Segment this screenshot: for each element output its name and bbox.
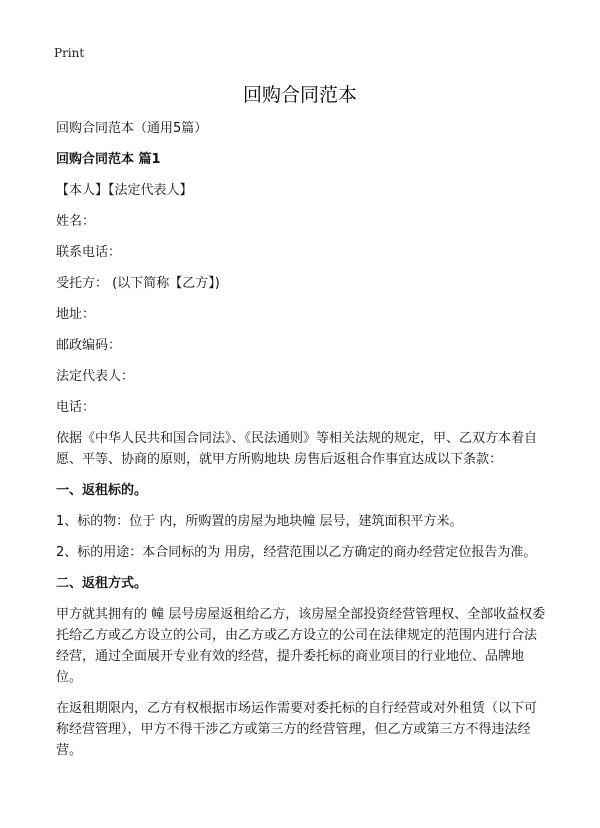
field-trustee: 受托方： (以下简称【乙方】) xyxy=(56,276,220,291)
party-line: 【本人】【法定代表人】 xyxy=(56,183,193,198)
field-phone: 联系电话： xyxy=(56,245,122,260)
print-link[interactable]: Print xyxy=(54,46,85,60)
document-body xyxy=(56,118,548,771)
document-subtitle: 回购合同范本（通用5篇） xyxy=(56,121,208,136)
article1-item: 2、标的用途：本合同标的为 用房，经营范围以乙方确定的商办经营定位报告为准。 xyxy=(56,545,537,560)
article2-paragraph: 甲方就其拥有的 幢 层号房屋返租给乙方，该房屋全部投资经营管理权、全部收益权委托给乙方或乙方设立的公司，由乙方或乙方设立的公司在法律规定的范围内进行合法经营，通过全面展开专业有效的经营，提升委托标的商业项目的行业地位、品牌地位。 xyxy=(56,607,546,685)
article2-paragraph: 在返租期限内，乙方有权根据市场运作需要对委托标的自行经营或对外租赁（以下可称经营管理），甲方不得干涉乙方或第三方的经营管理，但乙方或第三方不得违法经营。 xyxy=(56,701,538,758)
section-heading: 回购合同范本 篇1 xyxy=(56,152,161,167)
field-legal-rep: 法定代表人： xyxy=(56,369,135,384)
intro-paragraph: 依据《中华人民共和国合同法》、《民法通则》等相关法规的规定，甲、乙双方本着自愿、平等、协商的原则，就甲方所购地块 房售后返租合作事宜达成以下条款： xyxy=(56,431,538,467)
field-address: 地址： xyxy=(56,307,96,322)
field-name: 姓名： xyxy=(56,214,96,229)
article1-item: 1、标的物：位于 内，所购置的房屋为地块幢 层号，建筑面积平方米。 xyxy=(56,514,463,529)
article1-heading: 一、返租标的。 xyxy=(56,483,148,498)
article2-heading: 二、返租方式。 xyxy=(56,576,148,591)
field-postcode: 邮政编码： xyxy=(56,338,122,353)
document-title: 回购合同范本 xyxy=(242,84,357,106)
field-telephone: 电话： xyxy=(56,400,96,415)
